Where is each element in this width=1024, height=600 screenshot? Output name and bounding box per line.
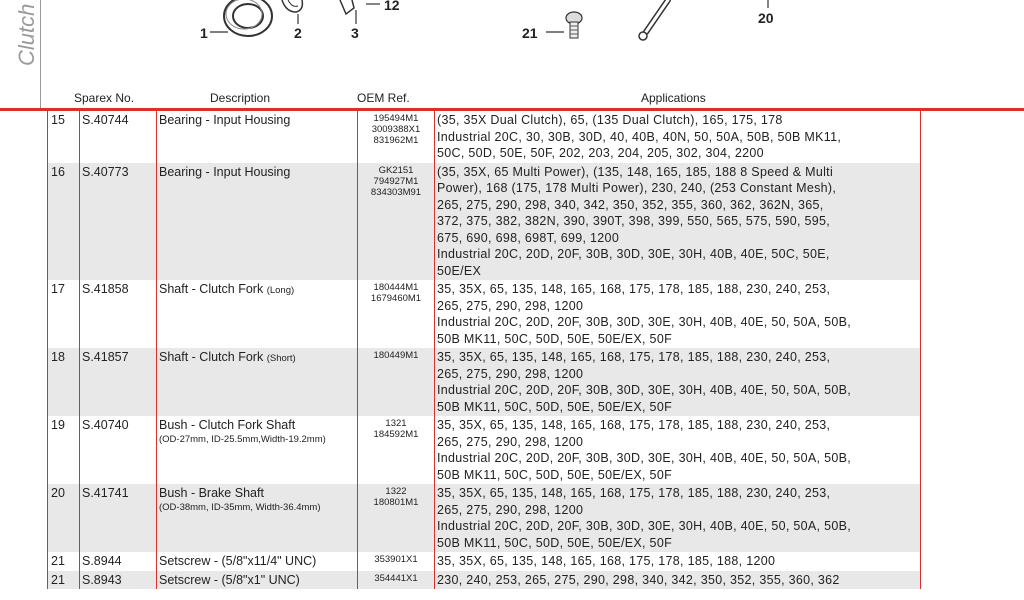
header-sparex-no: Sparex No. xyxy=(74,91,135,105)
oem-ref-cell xyxy=(358,416,435,484)
oem-ref: 354441X1 xyxy=(374,572,418,584)
description-text: Shaft - Clutch Fork xyxy=(159,350,264,364)
sparex-number: S.8944 xyxy=(80,552,157,571)
setscrew-drawing xyxy=(566,12,582,38)
row-number: 18 xyxy=(48,348,80,416)
application-line: 50B MK11, 50C, 50D, 50E, 50E/EX, 50F xyxy=(437,535,672,550)
application-line: 50B MK11, 50C, 50D, 50E, 50E/EX, 50F xyxy=(437,399,672,414)
row-number: 21 xyxy=(48,552,80,571)
sparex-number: S.40773 xyxy=(80,163,157,281)
description-text: Setscrew - (5/8"x1" UNC) xyxy=(159,572,300,587)
description-cell xyxy=(157,111,358,163)
application-line: Industrial 20C, 20D, 20F, 30B, 30D, 30E, 30H, 40B, 40E, 50C, 50E, xyxy=(437,247,830,261)
oem-ref: 3009388X1 xyxy=(371,124,421,135)
applications-cell xyxy=(435,416,921,484)
description-cell xyxy=(157,280,358,348)
oem-ref: 180449M1 xyxy=(373,350,419,361)
bearing-ring-drawing xyxy=(224,0,272,36)
oem-ref: 180444M1 xyxy=(373,282,419,293)
application-line: 50B MK11, 50C, 50D, 50E, 50E/EX, 50F xyxy=(437,467,672,482)
parts-table xyxy=(47,111,921,589)
table-row xyxy=(48,416,921,484)
description-text: Bearing - Input Housing xyxy=(159,113,291,127)
parts-diagram xyxy=(0,0,1024,80)
applications-cell xyxy=(435,552,921,571)
description-cell xyxy=(157,552,358,571)
application-line: 265, 275, 290, 298, 1200 xyxy=(437,366,584,381)
callout-20: 20 xyxy=(758,10,774,26)
sparex-number: S.40744 xyxy=(80,111,157,163)
description-note: (OD-27mm, ID-25.5mm,Width-19.2mm) xyxy=(159,433,326,445)
sparex-number: S.41857 xyxy=(80,348,157,416)
clip-drawing xyxy=(340,0,354,14)
oem-ref: 831962M1 xyxy=(373,135,419,146)
application-line: Industrial 20C, 20D, 20F, 30B, 30D, 30E, 30H, 40B, 40E, 50, 50A, 50B, xyxy=(437,383,851,397)
oem-ref: 1322 xyxy=(385,486,407,497)
applications-cell xyxy=(435,280,921,348)
table-row xyxy=(48,571,921,590)
application-line: 50B MK11, 50C, 50D, 50E, 50E/EX, 50F xyxy=(437,331,672,346)
description-text: Setscrew - (5/8"x11/4" UNC) xyxy=(159,554,317,568)
section-title: Clutch xyxy=(14,3,39,66)
oem-ref-cell xyxy=(358,484,435,552)
table-row xyxy=(48,280,921,348)
application-line: 265, 275, 290, 298, 340, 342, 350, 352, 355, 360, 362, 362N, 365, xyxy=(437,197,824,212)
applications-cell xyxy=(435,571,921,590)
description-qualifier: (Short) xyxy=(266,353,296,364)
header-description: Description xyxy=(210,91,271,105)
description-cell xyxy=(157,484,358,552)
oem-ref-cell xyxy=(358,348,435,416)
applications-cell xyxy=(435,348,921,416)
application-line: 265, 275, 290, 298, 1200 xyxy=(437,434,584,449)
row-number: 15 xyxy=(48,111,80,163)
table-row xyxy=(48,111,921,163)
sparex-number: S.8943 xyxy=(80,571,157,590)
description-note: (OD-38mm, ID-35mm, Width-36.4mm) xyxy=(159,501,321,513)
row-number: 20 xyxy=(48,484,80,552)
row-number: 19 xyxy=(48,416,80,484)
application-line: 50C, 50D, 50E, 50F, 202, 203, 204, 205, 302, 304, 2200 xyxy=(437,146,764,160)
application-line: (35, 35X, 65 Multi Power), (135, 148, 165, 185, 188 8 Speed & Multi xyxy=(437,164,834,179)
oem-ref-cell xyxy=(358,280,435,348)
oem-ref: 353901X1 xyxy=(374,554,418,565)
row-number: 16 xyxy=(48,163,80,281)
table-row xyxy=(48,484,921,552)
oem-ref: 1321 xyxy=(385,418,407,429)
oem-ref-cell xyxy=(358,163,435,281)
application-line: Industrial 20C, 20D, 20F, 30B, 30D, 30E, 30H, 40B, 40E, 50, 50A, 50B, xyxy=(437,519,851,533)
shaft-drawing xyxy=(639,0,668,40)
applications-cell xyxy=(435,163,921,281)
table-row xyxy=(48,348,921,416)
application-line: 50E/EX xyxy=(437,263,482,278)
description-text: Bush - Brake Shaft xyxy=(159,486,264,500)
oem-ref: GK2151 xyxy=(378,164,414,176)
oem-ref: 834303M91 xyxy=(370,186,422,198)
applications-cell xyxy=(435,111,921,163)
oem-ref-cell xyxy=(358,111,435,163)
application-line: 35, 35X, 65, 135, 148, 165, 168, 175, 178, 185, 188, 1200 xyxy=(437,554,776,568)
application-line: 35, 35X, 65, 135, 148, 165, 168, 175, 178, 185, 188, 230, 240, 253, xyxy=(437,350,831,364)
header-applications: Applications xyxy=(641,91,706,105)
application-line: Power), 168 (175, 178 Multi Power), 230, 240, (253 Constant Mesh), xyxy=(437,181,837,195)
description-cell xyxy=(157,571,358,590)
description-cell xyxy=(157,163,358,281)
application-line: 35, 35X, 65, 135, 148, 165, 168, 175, 178, 185, 188, 230, 240, 253, xyxy=(437,486,831,500)
table-row xyxy=(48,163,921,281)
oem-ref: 1679460M1 xyxy=(370,293,422,304)
oem-ref: 180801M1 xyxy=(373,497,419,508)
description-text: Bearing - Input Housing xyxy=(159,164,291,179)
description-qualifier: (Long) xyxy=(266,285,295,296)
oem-ref: 195494M1 xyxy=(373,113,419,124)
callout-21: 21 xyxy=(522,25,538,41)
oem-ref: 794927M1 xyxy=(373,175,419,187)
application-line: 230, 240, 253, 265, 275, 290, 298, 340, 342, 350, 352, 355, 360, 362 xyxy=(437,572,840,587)
row-number: 17 xyxy=(48,280,80,348)
callout-12: 12 xyxy=(384,0,400,13)
description-cell xyxy=(157,348,358,416)
oem-ref-cell xyxy=(358,571,435,590)
description-cell xyxy=(157,416,358,484)
callout-1: 1 xyxy=(200,25,208,41)
callout-2: 2 xyxy=(294,25,302,41)
bush-drawing xyxy=(282,0,302,12)
sparex-number: S.41741 xyxy=(80,484,157,552)
row-number: 21 xyxy=(48,571,80,590)
application-line: 35, 35X, 65, 135, 148, 165, 168, 175, 178, 185, 188, 230, 240, 253, xyxy=(437,282,831,296)
description-text: Bush - Clutch Fork Shaft xyxy=(159,418,296,432)
application-line: 675, 690, 698, 698T, 699, 1200 xyxy=(437,230,620,245)
sparex-number: S.41858 xyxy=(80,280,157,348)
oem-ref-cell xyxy=(358,552,435,571)
application-line: Industrial 20C, 30, 30B, 30D, 40, 40B, 40N, 50, 50A, 50B, 50B MK11, xyxy=(437,129,842,144)
table-row xyxy=(48,552,921,571)
application-line: (35, 35X Dual Clutch), 65, (135 Dual Clutch), 165, 175, 178 xyxy=(437,113,783,127)
application-line: 372, 375, 382, 382N, 390, 390T, 398, 399, 550, 565, 575, 590, 595, xyxy=(437,214,831,228)
application-line: 265, 275, 290, 298, 1200 xyxy=(437,298,584,313)
application-line: 265, 275, 290, 298, 1200 xyxy=(437,502,584,517)
applications-cell xyxy=(435,484,921,552)
header-oem-ref: OEM Ref. xyxy=(357,91,410,105)
callout-3: 3 xyxy=(351,25,359,41)
oem-ref: 184592M1 xyxy=(373,429,419,440)
sparex-number: S.40740 xyxy=(80,416,157,484)
application-line: Industrial 20C, 20D, 20F, 30B, 30D, 30E, 30H, 40B, 40E, 50, 50A, 50B, xyxy=(437,315,851,329)
description-text: Shaft - Clutch Fork xyxy=(159,282,264,296)
application-line: 35, 35X, 65, 135, 148, 165, 168, 175, 178, 185, 188, 230, 240, 253, xyxy=(437,418,831,432)
application-line: Industrial 20C, 20D, 20F, 30B, 30D, 30E, 30H, 40B, 40E, 50, 50A, 50B, xyxy=(437,451,851,465)
